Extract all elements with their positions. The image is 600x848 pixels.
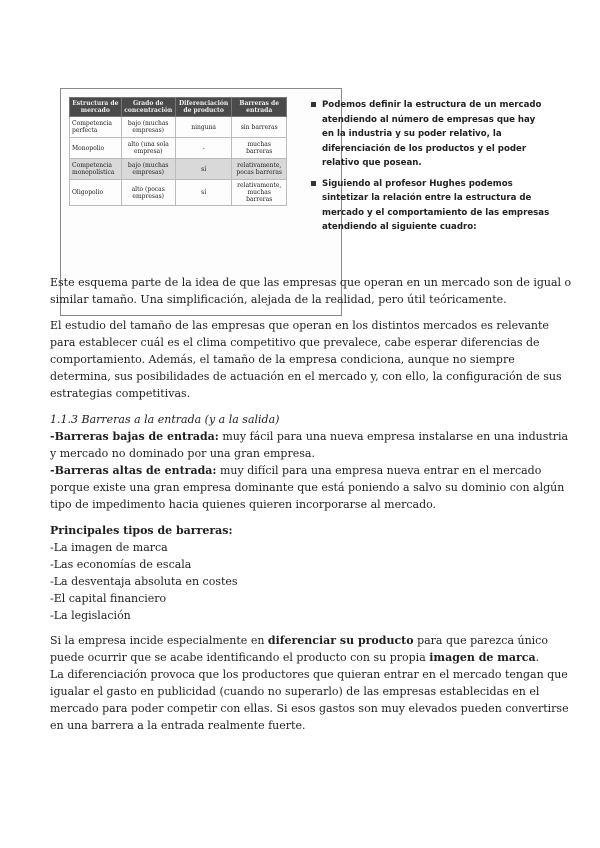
text-run: Si la empresa incide especialmente en: [50, 634, 268, 647]
document-body: [50, 274, 572, 743]
table-row: [70, 138, 287, 159]
list-item: -La imagen de marca: [50, 541, 168, 554]
list-item: -La legislación: [50, 609, 131, 622]
list-item: -El capital financiero: [50, 592, 167, 605]
paragraph-differentiation: [50, 632, 572, 666]
table-row: [70, 180, 287, 206]
table-row: [70, 117, 287, 138]
table-cell: bajo (muchas empresas): [121, 159, 175, 180]
table-cell: relativamente, pocas barreras: [232, 159, 287, 180]
list-item: -Las economías de escala: [50, 558, 192, 571]
table-cell: sin barreras: [232, 117, 287, 138]
barrier-types-list: [50, 539, 572, 624]
term-text: muy difícil para una empresa nueva entrar en el mercado porque existe una gran empresa dominante que está poniendo a salvo su dominio con algún tipo de impedimento hacia quienes quieren incorporarse al mercado.: [50, 464, 565, 511]
table-cell: Oligopolio: [70, 180, 122, 206]
term-label: -Barreras bajas de entrada:: [50, 430, 219, 443]
paragraph-high-barriers: [50, 462, 572, 513]
paragraph-low-barriers: [50, 428, 572, 462]
market-structure-table: [69, 97, 287, 206]
paragraph: Este esquema parte de la idea de que las empresas que operan en un mercado son de igual o similar tamaño. Una simplificación, alejada de la realidad, pero útil teóricamente.: [50, 276, 572, 306]
table-cell: sí: [175, 159, 232, 180]
table-cell: alto (pocas empresas): [121, 180, 175, 206]
table-cell: sí: [175, 180, 232, 206]
term-label: -Barreras altas de entrada:: [50, 464, 217, 477]
table-cell: -: [175, 138, 232, 159]
table-header: Diferenciación de producto: [175, 98, 232, 117]
table-header: Barreras de entrada: [232, 98, 287, 117]
table-cell: Monopolio: [70, 138, 122, 159]
table-cell: bajo (muchas empresas): [121, 117, 175, 138]
bold-term: imagen de marca: [429, 651, 536, 664]
table-header-row: [70, 98, 287, 117]
table-row: [70, 159, 287, 180]
barrier-types-heading: [50, 522, 572, 539]
list-item: -La desventaja absoluta en costes: [50, 575, 238, 588]
table-cell: Competencia perfecta: [70, 117, 122, 138]
table-cell: muchas barreras: [232, 138, 287, 159]
heading-text: Principales tipos de barreras:: [50, 524, 233, 537]
section-heading: 1.1.3 Barreras a la entrada (y a la salida): [50, 413, 280, 426]
paragraph: El estudio del tamaño de las empresas que operan en los distintos mercados es relevante para establecer cuál es el clima competitivo que prevalece, cabe esperar diferencias de comportamiento. Además, el tamaño de la empresa condiciona, aunque no siempre determina, sus posibilidades de actuación en el mercado y, con ello, la configuración de sus estrategias competitivas.: [50, 319, 562, 400]
table-cell: ninguna: [175, 117, 232, 138]
paragraph: La diferenciación provoca que los productores que quieran entrar en el mercado tengan que igualar el gasto en publicidad (cuando no superarlo) de las empresas establecidas en el mercado para poder competir con ellas. Si esos gastos son muy elevados pueden convertirse en una barrera a la entrada realmente fuerte.: [50, 668, 569, 732]
table-header: Estructura de mercado: [70, 98, 122, 117]
table-cell: relativamente, muchas barreras: [232, 180, 287, 206]
table-cell: alto (una sola empresa): [121, 138, 175, 159]
bold-term: diferenciar su producto: [267, 634, 414, 647]
text-run: para que parezca único puede ocurrir que se acabe identificando el producto con su propia: [50, 634, 548, 664]
text-run: .: [535, 651, 540, 664]
slide-bullet: Podemos definir la estructura de un mercado atendiendo al número de empresas que hay en la industria y su poder relativo, la diferenciación de los productos y el poder relativo que posean.: [310, 98, 550, 171]
table-cell: Competencia monopolística: [70, 159, 122, 180]
term-text: muy fácil para una nueva empresa instalarse en una industria y mercado no dominado por una gran empresa.: [50, 430, 569, 460]
embedded-slide-image: [58, 68, 598, 258]
slide-bullet-list: [310, 98, 550, 241]
slide-bullet: Siguiendo al profesor Hughes podemos sintetizar la relación entre la estructura de mercado y el comportamiento de las empresas atendiendo al siguiente cuadro:: [310, 177, 550, 235]
table-header: Grado de concentración: [121, 98, 175, 117]
